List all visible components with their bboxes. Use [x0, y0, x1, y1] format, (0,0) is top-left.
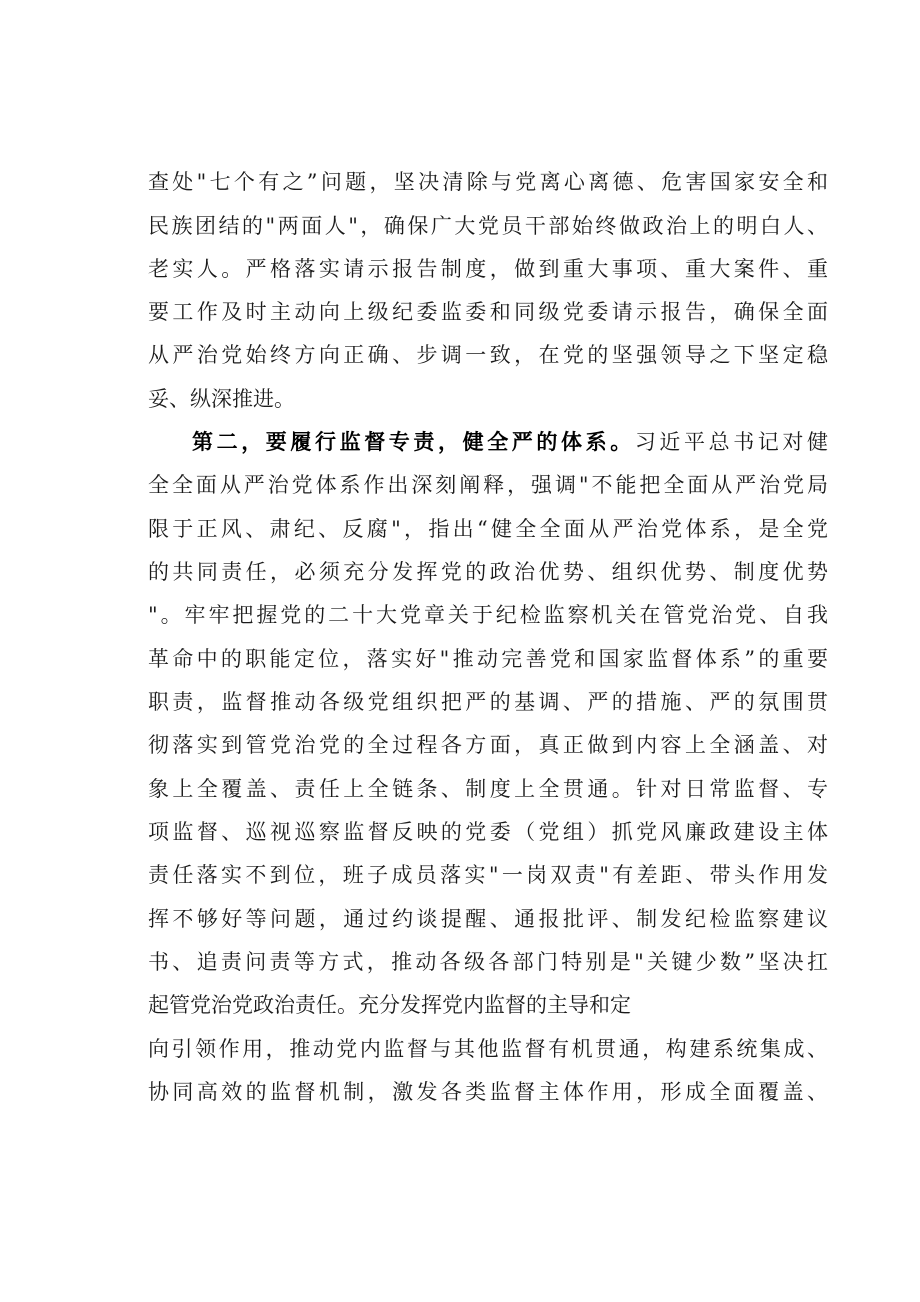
paragraph-line: 要工作及时主动向上级纪委监委和同级党委请示报告，确保全面	[148, 300, 828, 324]
paragraph-line: 向引领作用，推动党内监督与其他监督有机贯通，构建系统集成、	[148, 1037, 828, 1061]
paragraph-line: 的共同责任，必须充分发挥党的政治优势、组织优势、制度优势	[148, 560, 828, 584]
paragraph-line: 起管党治党政治责任。充分发挥党内监督的主导和定	[148, 993, 631, 1017]
paragraph-line: 书、追责问责等方式，推动各级各部门特别是"关键少数”坚决扛	[148, 950, 828, 974]
paragraph-line: "。牢牢把握党的二十大党章关于纪检监察机关在管党治党、自我	[148, 603, 828, 627]
paragraph-line: 限于正风、肃纪、反腐"，指出“健全全面从严治党体系，是全党	[148, 517, 828, 541]
paragraph-line: 从严治党始终方向正确、步调一致，在党的坚强领导之下坚定稳	[148, 343, 828, 367]
paragraph-line: 全全面从严治党体系作出深刻阐释，强调"不能把全面从严治党局	[148, 473, 828, 497]
paragraph-line: 挥不够好等问题，通过约谈提醒、通报批评、制发纪检监察建议	[148, 907, 828, 931]
paragraph-line: 象上全覆盖、责任上全链条、制度上全贯通。针对日常监督、专	[148, 777, 828, 801]
paragraph-line: 彻落实到管党治党的全过程各方面，真正做到内容上全涵盖、对	[148, 733, 828, 757]
paragraph-line: 民族团结的"两面人"，确保广大党员干部始终做政治上的明白人、	[148, 214, 828, 238]
paragraph-line: 责任落实不到位，班子成员落实"一岗双责"有差距、带头作用发	[148, 863, 828, 887]
paragraph-line: 查处"七个有之”问题，坚决清除与党离心离德、危害国家安全和	[148, 170, 828, 194]
paragraph-line: 协同高效的监督机制，激发各类监督主体作用，形成全面覆盖、	[148, 1080, 828, 1104]
paragraph-line: 老实人。严格落实请示报告制度，做到重大事项、重大案件、重	[148, 257, 828, 281]
section-heading: 第二，要履行监督专责，健全严的体系。	[192, 429, 635, 454]
paragraph-first-line	[192, 427, 828, 457]
paragraph-line: 革命中的职能定位，落实好"推动完善党和国家监督体系”的重要	[148, 647, 828, 671]
paragraph-line: 职责，监督推动各级党组织把严的基调、严的措施、严的氛围贯	[148, 690, 828, 714]
heading-continuation: 习近平总书记对健	[634, 430, 828, 454]
paragraph-line: 妥、纵深推进。	[148, 387, 295, 411]
paragraph-line: 项监督、巡视巡察监督反映的党委（党组）抓党风廉政建设主体	[148, 820, 828, 844]
